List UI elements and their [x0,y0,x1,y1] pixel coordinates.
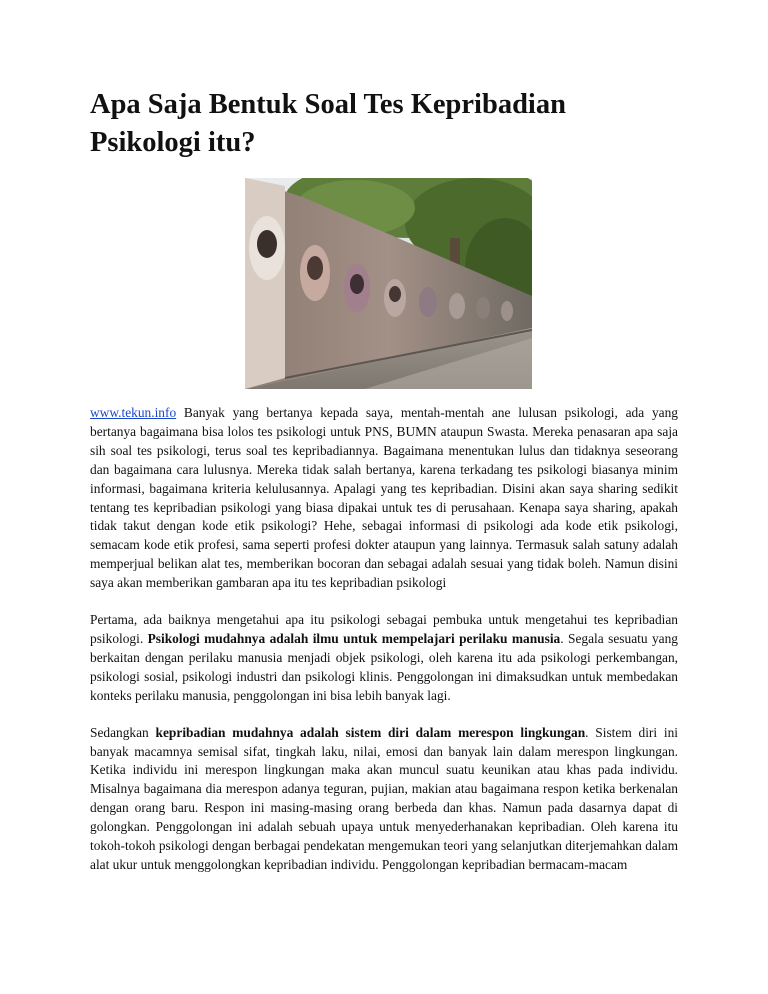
page-title: Apa Saja Bentuk Soal Tes Kepribadian Psikologi itu? [90,89,566,158]
paragraph-psikologi-lead: Pertama, ada baiknya mengetahui apa itu psikologi sebagai pembuka untuk mengetahui tes kepribadian psikologi. [90,612,678,646]
psikologi-definition: Psikologi mudahnya adalah ilmu untuk mempelajari perilaku manusia [147,630,561,646]
paragraph-kepribadian [90,724,678,875]
paragraph-intro [90,404,678,593]
paragraph-intro-text: Banyak yang bertanya kepada saya, mentah-mentah ane lulusan psikologi, ada yang bertanya bagaimana bisa lolos tes psikologi untuk PNS, BUMN ataupun Swasta. Mereka penasaran apa saja sih soal tes psikologi, terus soal tes kepribadiannya. Bagaimana menentukan lulus dan tidaknya seseorang dan bagaimana cara lulusnya. Mereka tidak salah bertanya, karena terkadang tes psikologi biasanya minim informasi, bagaimana kriteria kelulusannya. Apalagi yang tes kepribadian. Disini akan saya sharing sedikit tentang tes kepribadian psikologi yang biasa dipakai untuk tes di perusahaan. Kenapa saya sharing, apakah tidak takut dengan kode etik psikologi? Hehe, sebagai informasi di psikologi ada kode etik psikologi, semacam kode etik profesi, sama seperti profesi dokter ataupun yang lainnya. Termasuk salah satuny adalah memperjual belikan alat tes, memberikan bocoran dan sebagai adalah sesuai yang tidak boleh. Namun disini saya akan memberikan gambaran apa itu tes kepribadian psikologi [90,405,678,591]
source-link[interactable]: www.tekun.info [90,405,177,420]
photo-wall-mural-icon [245,178,532,389]
paragraph-psikologi [90,611,678,706]
kepribadian-definition: kepribadian mudahnya adalah sistem diri dalam merespon lingkungan [155,724,586,740]
paragraph-kepribadian-lead: Sedangkan [90,724,156,740]
article-body [90,404,678,893]
paragraph-kepribadian-rest: . Sistem diri ini banyak macamnya semisal sifat, tingkah laku, nilai, emosi dan banyak lain dalam merespon lingkungan. Ketika individu ini merespon lingkungan maka akan muncul suatu keunikan atau khas pada individu. Misalnya bagaimana dia merespon adanya teguran, pujian, makian atau bagaimana respon ketika berkenalan dengan orang baru. Respon ini masing-masing orang berbeda dan khas. Namun pada dasarnya dapat di golongkan. Penggolongan ini adalah sebuah upaya untuk menyederhanakan kepribadian. Oleh karena itu tokoh-tokoh psikologi dengan berbagai pendekatan mengemukan teori yang selanjutkan diterjemahkan dalam alat ukur untuk menggolongkan kepribadian individu. Penggolongan kepribadian bermacam-macam [90,724,678,872]
paragraph-psikologi-rest: . Segala sesuatu yang berkaitan dengan perilaku manusia menjadi objek psikologi, oleh karena itu ada psikologi perkembangan, psikologi sosial, psikologi industri dan psikologi klinis. Penggolongan ini dimaksudkan untuk membedakan konteks perilaku manusia, penggolongan ini bisa lebih banyak lagi. [90,630,679,703]
mural-wall-photo [245,178,532,389]
